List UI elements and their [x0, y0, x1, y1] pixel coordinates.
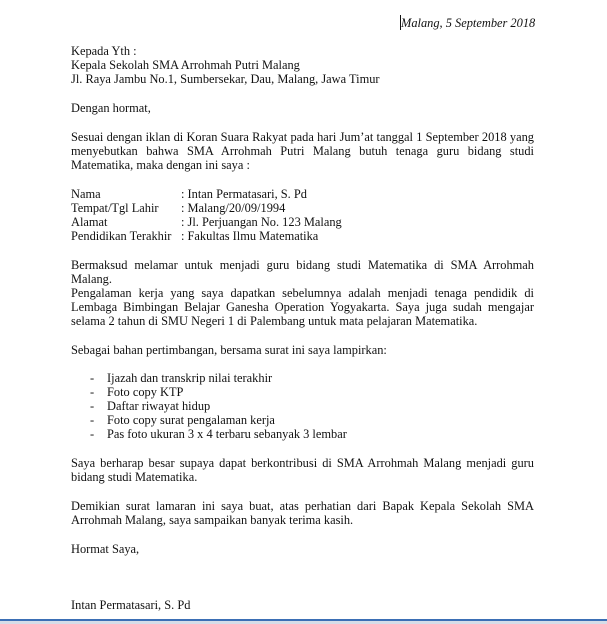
- closing-line-2: Arrohmah Malang, saya sampaikan banyak terima kasih.: [71, 513, 354, 527]
- attachment-item: Foto copy KTP: [107, 385, 184, 399]
- identity-value: : Jl. Perjuangan No. 123 Malang: [181, 215, 342, 229]
- recipient-line-3: Jl. Raya Jambu No.1, Sumbersekar, Dau, Malang, Jawa Timur: [71, 72, 380, 86]
- identity-label: Alamat: [71, 215, 108, 229]
- attachment-item: Pas foto ukuran 3 x 4 terbaru sebanyak 3 lembar: [107, 427, 347, 441]
- experience-line-2: Lembaga Bimbingan Belajar Ganesha Operation Yogyakarta. Saya juga sudah mengajar: [71, 300, 534, 314]
- intro-line-1: Sesuai dengan iklan di Koran Suara Rakyat pada hari Jum’at tanggal 1 September 2018 yang: [71, 130, 534, 144]
- identity-label: Tempat/Tgl Lahir: [71, 201, 159, 215]
- hope-line-1: Saya berharap besar supaya dapat berkontribusi di SMA Arrohmah Malang menjadi guru: [71, 456, 534, 470]
- attachment-item: Daftar riwayat hidup: [107, 399, 211, 413]
- attachment-item: Foto copy surat pengalaman kerja: [107, 413, 275, 427]
- letter-date: Malang, 5 September 2018: [401, 16, 536, 30]
- identity-value: : Intan Permatasari, S. Pd: [181, 187, 307, 201]
- intro-line-3: Matematika, maka dengan ini saya :: [71, 158, 250, 172]
- identity-value: : Malang/20/09/1994: [181, 201, 286, 215]
- bullet-dash: -: [90, 385, 95, 399]
- sign-off: Hormat Saya,: [71, 542, 140, 556]
- attachment-item: Ijazah dan transkrip nilai terakhir: [107, 371, 273, 385]
- bullet-dash: -: [90, 371, 95, 385]
- identity-label: Pendidikan Terakhir: [71, 229, 172, 243]
- purpose-line-1: Bermaksud melamar untuk menjadi guru bidang studi Matematika di SMA Arrohmah: [71, 258, 534, 272]
- recipient-line-1: Kepada Yth :: [71, 44, 137, 58]
- bullet-dash: -: [90, 399, 95, 413]
- greeting: Dengan hormat,: [71, 101, 151, 115]
- signature-name: Intan Permatasari, S. Pd: [71, 598, 191, 612]
- intro-line-2: menyebutkan bahwa SMA Arrohmah Putri Malang butuh tenaga guru bidang studi: [71, 144, 534, 158]
- purpose-line-2: Malang.: [71, 272, 112, 286]
- bullet-dash: -: [90, 427, 95, 441]
- bullet-dash: -: [90, 413, 95, 427]
- closing-line-1: Demikian surat lamaran ini saya buat, atas perhatian dari Bapak Kepala Sekolah SMA: [71, 499, 534, 513]
- experience-line-3: selama 2 tahun di SMU Negeri 1 di Palembang untuk mata pelajaran Matematika.: [71, 314, 478, 328]
- identity-label: Nama: [71, 187, 101, 201]
- recipient-line-2: Kepala Sekolah SMA Arrohmah Putri Malang: [71, 58, 300, 72]
- experience-line-1: Pengalaman kerja yang saya dapatkan sebelumnya adalah menjadi tenaga pendidik di: [71, 286, 534, 300]
- hope-line-2: bidang studi Matematika.: [71, 470, 198, 484]
- identity-value: : Fakultas Ilmu Matematika: [181, 229, 319, 243]
- attachments-intro: Sebagai bahan pertimbangan, bersama surat ini saya lampirkan:: [71, 343, 387, 357]
